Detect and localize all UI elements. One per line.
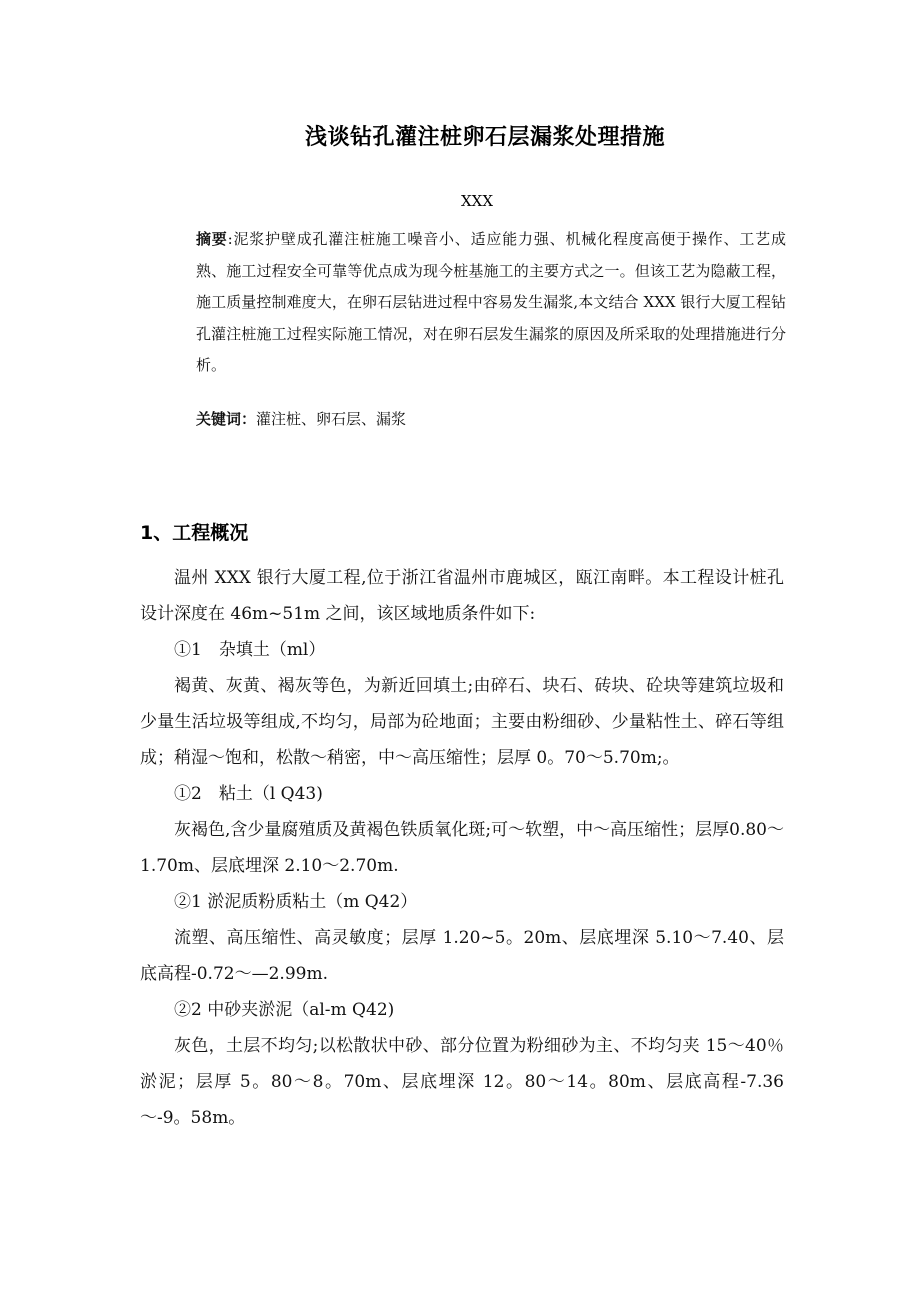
keywords-label: 关键词： [196, 410, 257, 428]
layer-heading: ②2 中砂夹淤泥（al-m Q42) [174, 1000, 395, 1020]
layer-heading: ①2 粘土（l Q43) [174, 784, 323, 804]
section-body [140, 560, 784, 1136]
keywords-text: 灌注桩、卵石层、漏浆 [256, 410, 407, 428]
layer-heading: ①1 杂填土（ml） [174, 640, 326, 660]
abstract-text: :泥浆护壁成孔灌注桩施工噪音小、适应能力强、机械化程度高便于操作、工艺成熟、施工过程安全可靠等优点成为现今桩基施工的主要方式之一。但该工艺为隐蔽工程，施工质量控制难度大，在卵石层钻进过程中容易发生漏浆,本文结合 XXX 银行大厦工程钻孔灌注桩施工过程实际施工情况，对在卵石层发生漏浆的原因及所采取的处理措施进行分析。 [196, 230, 786, 374]
paragraph: 灰褐色,含少量腐殖质及黄褐色铁质氧化斑;可～软塑，中～高压缩性；层厚0.80～1.70m、层底埋深 2.10～2.70m. [140, 820, 784, 876]
document-title: 浅谈钻孔灌注桩卵石层漏浆处理措施 [304, 125, 665, 150]
abstract [196, 224, 786, 382]
paragraph: 灰色，土层不均匀;以松散状中砂、部分位置为粉细砂为主、不均匀夹 15～40％淤泥；层厚 5。80～8。70m、层底埋深 12。80～14。80m、层底高程-7.36～-9。58m。 [140, 1036, 784, 1128]
layer-heading: ②1 淤泥质粉质粘土（m Q42） [174, 892, 418, 912]
paragraph: 褐黄、灰黄、褐灰等色，为新近回填土;由碎石、块石、砖块、砼块等建筑垃圾和少量生活垃圾等组成,不均匀，局部为砼地面；主要由粉细砂、少量粘性土、碎石等组成；稍湿～饱和，松散～稍密，中～高压缩性；层厚 0。70～5.70m;。 [140, 676, 784, 768]
paragraph: 温州 XXX 银行大厦工程,位于浙江省温州市鹿城区，瓯江南畔。本工程设计桩孔设计深度在 46m~51m 之间，该区域地质条件如下: [140, 568, 784, 624]
section-heading: 1、工程概况 [140, 522, 249, 544]
abstract-label: 摘要 [196, 230, 228, 248]
paragraph: 流塑、高压缩性、高灵敏度；层厚 1.20~5。20m、层底埋深 5.10～7.40、层底高程-0.72～—2.99m. [140, 928, 784, 984]
keywords [196, 404, 786, 436]
author-name: XXX [460, 192, 494, 210]
